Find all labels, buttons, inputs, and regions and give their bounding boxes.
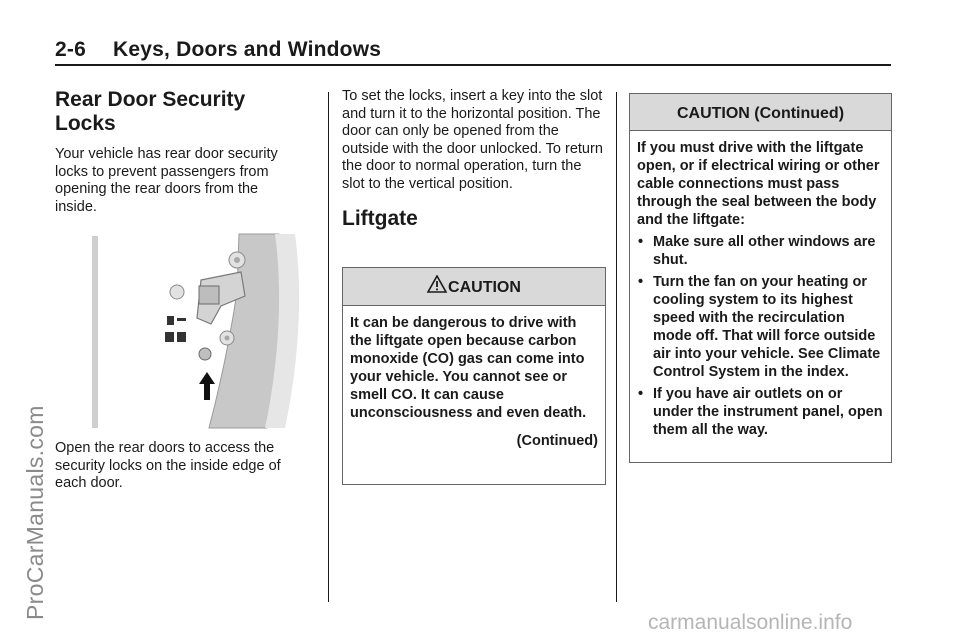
caution-box [342, 267, 606, 485]
rear-door-heading: Rear Door Security Locks [55, 88, 246, 135]
caution-bullet-list [637, 233, 884, 439]
column-divider-2 [616, 92, 617, 602]
warning-triangle-icon [427, 275, 447, 293]
set-locks-text: To set the locks, insert a key into the slot and turn it to the horizontal position. The door can only be opened from the outside with the door unlocked. To return the door to normal operation, turn the slot to the vertical position. [342, 88, 603, 192]
caution-continued-body [630, 131, 891, 453]
side-watermark: ProCarManuals.com [22, 405, 48, 620]
page-number: 2-6 [55, 38, 86, 61]
page-header [55, 38, 891, 64]
rear-door-lock-illustration [89, 232, 307, 432]
list-item: • Make sure all other windows are shut. [638, 234, 876, 268]
caution-title: CAUTION [448, 279, 521, 296]
column-left [55, 88, 300, 493]
caution-continued-header: CAUTION (Continued) [630, 94, 891, 131]
rear-door-access: Open the rear doors to access the security locks on the inside edge of each door. [55, 440, 281, 491]
caution-continued-intro: If you must drive with the liftgate open, or if electrical wiring or other cable connections must pass through the seal between the body and the liftgate: [637, 140, 880, 228]
caution-body [343, 306, 605, 460]
header-rule [55, 64, 891, 66]
door-lock-drawing [89, 232, 307, 432]
column-middle [342, 88, 604, 231]
chapter-title: Keys, Doors and Windows [113, 38, 382, 61]
liftgate-heading: Liftgate [342, 207, 418, 230]
caution-header [343, 268, 605, 306]
caution-continued-box [629, 93, 892, 463]
list-item: • If you have air outlets on or under the instrument panel, open them all the way. [638, 386, 883, 438]
list-item: • Turn the fan on your heating or cooling system to its highest speed with the recirculation mode off. That will force outside air into your vehicle. See Climate Control System in the index. [638, 274, 881, 380]
column-divider-1 [328, 92, 329, 602]
bottom-watermark: carmanualsonline.info [648, 611, 853, 634]
caution-continued-note: (Continued) [516, 433, 598, 449]
caution-text: It can be dangerous to drive with the liftgate open because carbon monoxide (CO) gas can come into your vehicle. You cannot see or smell CO. It can cause unconsciousness and even death. [350, 315, 587, 421]
rear-door-intro: Your vehicle has rear door security locks to prevent passengers from opening the rear doors from the inside. [55, 146, 278, 215]
